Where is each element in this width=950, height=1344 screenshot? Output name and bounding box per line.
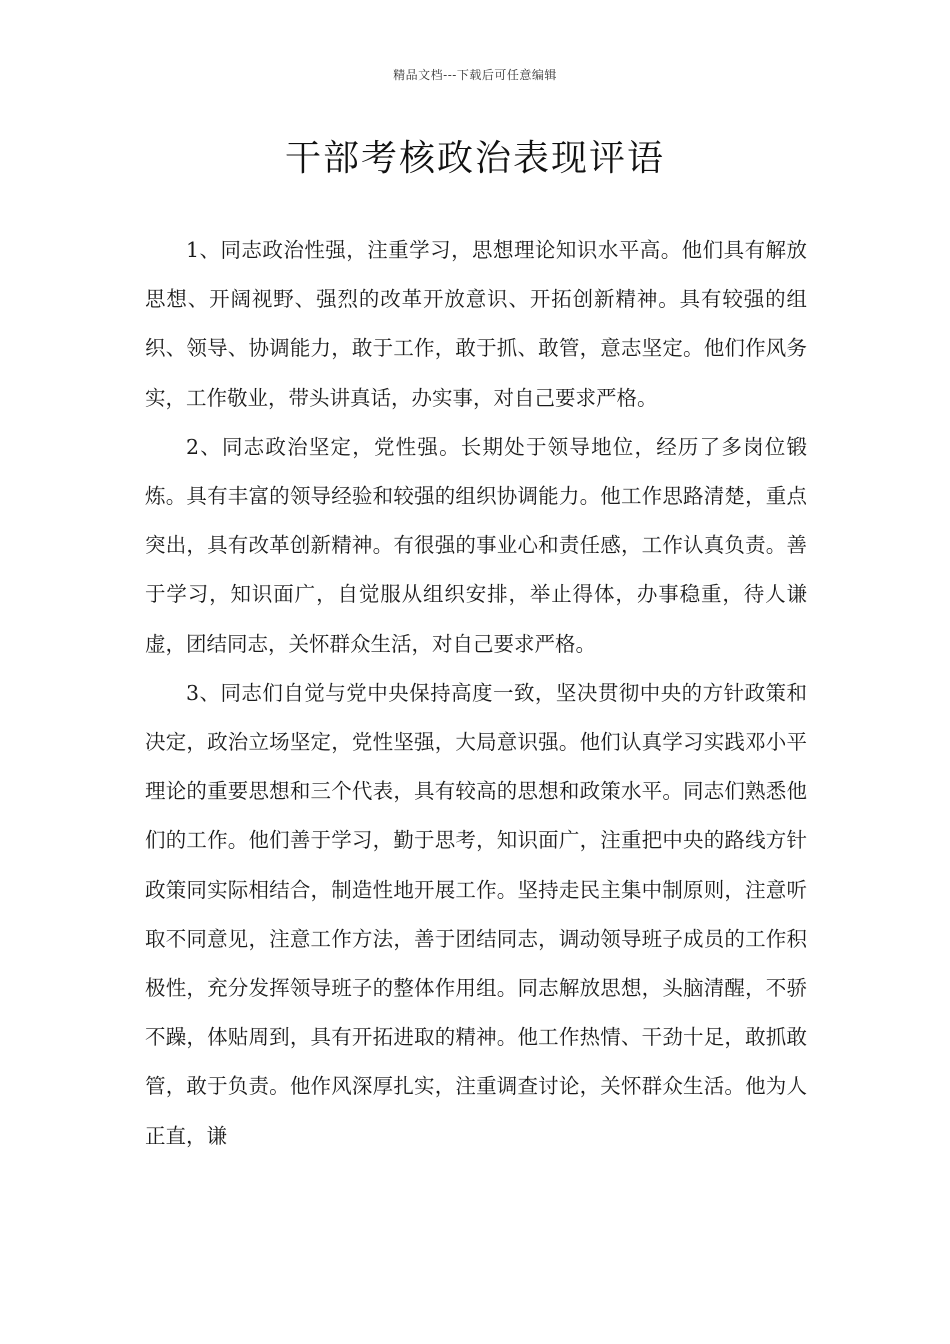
document-body — [145, 226, 807, 1161]
document-title: 干部考核政治表现评语 — [284, 138, 665, 179]
header-note: 精品文档---下载后可任意编辑 — [393, 68, 557, 82]
paragraph-1: 1、同志政治性强，注重学习，思想理论知识水平高。他们具有解放思想、开阔视野、强烈的改革开放意识、开拓创新精神。具有较强的组织、领导、协调能力，敢于工作，敢于抓、敢管，意志坚定。他们作风务实，工作敬业，带头讲真话，办实事，对自己要求严格。 — [145, 238, 807, 410]
paragraph-2: 2、同志政治坚定，党性强。长期处于领导地位，经历了多岗位锻炼。具有丰富的领导经验和较强的组织协调能力。他工作思路清楚，重点突出，具有改革创新精神。有很强的事业心和责任感，工作认真负责。善于学习，知识面广，自觉服从组织安排，举止得体，办事稳重，待人谦虚，团结同志，关怀群众生活，对自己要求严格。 — [145, 434, 807, 656]
paragraph-3: 3、同志们自觉与党中央保持高度一致，坚决贯彻中央的方针政策和决定，政治立场坚定，党性坚强，大局意识强。他们认真学习实践邓小平理论的重要思想和三个代表，具有较高的思想和政策水平。同志们熟悉他们的工作。他们善于学习，勤于思考，知识面广，注重把中央的路线方针政策同实际相结合，制造性地开展工作。坚持走民主集中制原则，注意听取不同意见，注意工作方法，善于团结同志，调动领导班子成员的工作积极性，充分发挥领导班子的整体作用组。同志解放思想，头脑清醒，不骄不躁，体贴周到，具有开拓进取的精神。他工作热情、干劲十足，敢抓敢管，敢于负责。他作风深厚扎实，注重调查讨论，关怀群众生活。他为人正直，谦 — [145, 680, 807, 1148]
